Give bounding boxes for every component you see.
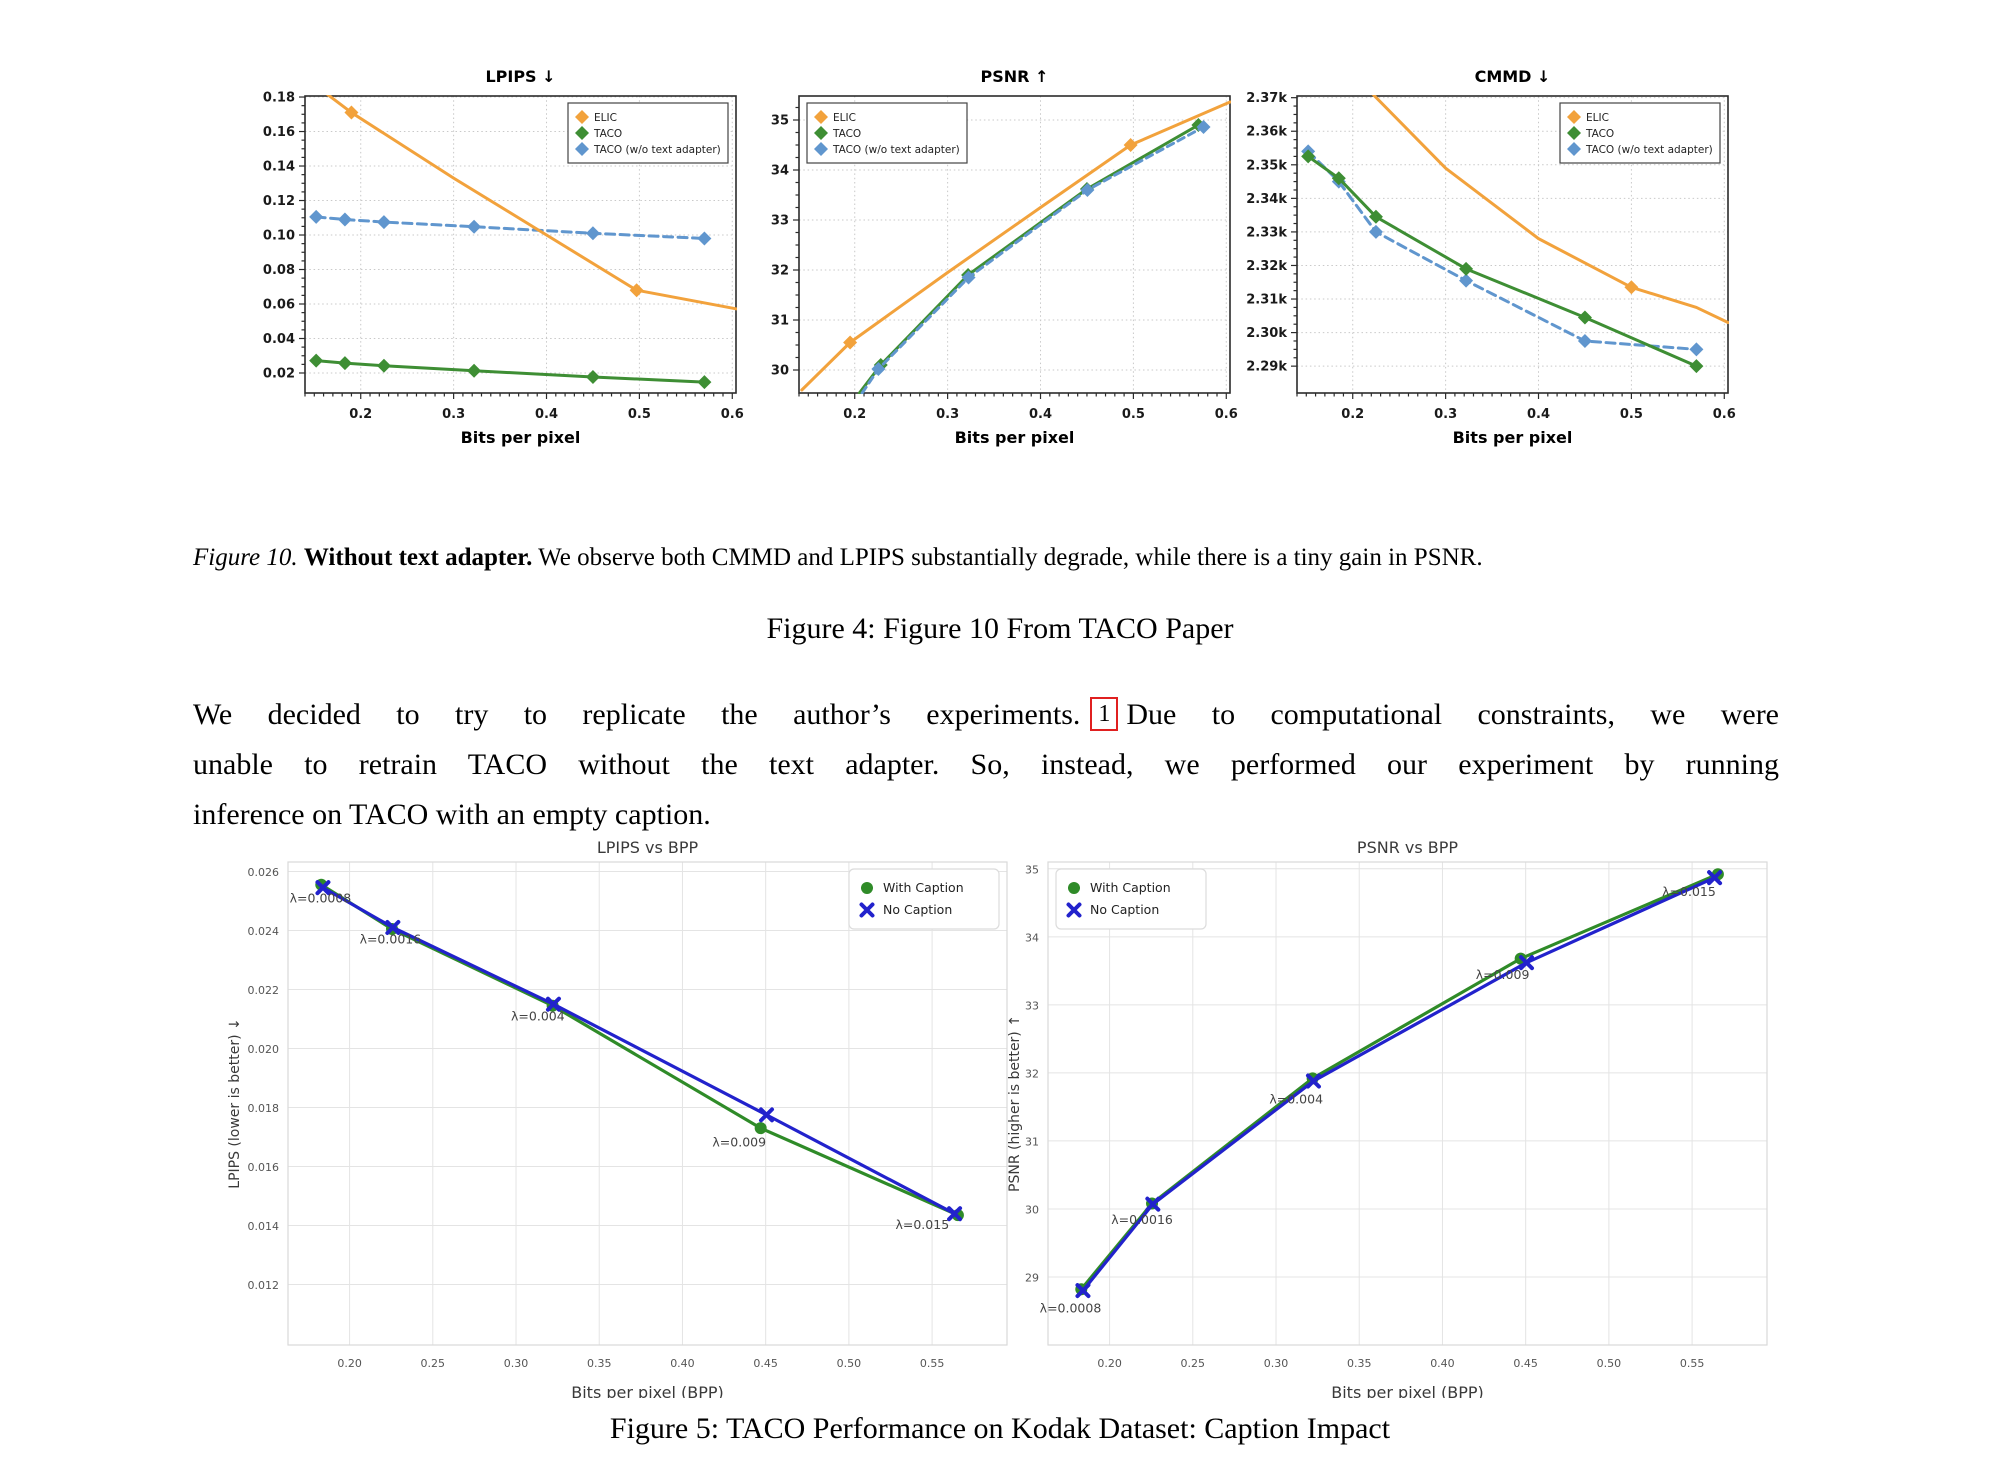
svg-text:29: 29 bbox=[1025, 1271, 1039, 1285]
marker-diamond bbox=[1578, 334, 1592, 348]
marker-diamond bbox=[467, 364, 481, 378]
legend bbox=[568, 103, 728, 163]
marker-circle bbox=[755, 1122, 767, 1134]
svg-text:2.36k: 2.36k bbox=[1246, 124, 1287, 140]
svg-text:0.2: 0.2 bbox=[843, 407, 867, 422]
svg-text:35: 35 bbox=[1025, 863, 1039, 877]
svg-text:TACO: TACO bbox=[1586, 128, 1615, 140]
series-taco bbox=[309, 354, 711, 390]
svg-text:ELIC: ELIC bbox=[594, 112, 617, 124]
psnr-top-xlabel: Bits per pixel bbox=[954, 428, 1075, 447]
psnr-bpp-chart bbox=[1005, 838, 1795, 1398]
legend bbox=[849, 869, 999, 929]
svg-text:0.40: 0.40 bbox=[1430, 1357, 1455, 1370]
lpips-bpp-chart bbox=[225, 838, 1025, 1398]
svg-text:2.37k: 2.37k bbox=[1246, 91, 1287, 107]
svg-text:31: 31 bbox=[770, 313, 789, 329]
cmmd-top-title: CMMD ↓ bbox=[1474, 67, 1551, 86]
svg-text:2.30k: 2.30k bbox=[1246, 326, 1287, 342]
svg-text:0.026: 0.026 bbox=[247, 865, 279, 879]
figure-4-caption: Figure 4: Figure 10 From TACO Paper bbox=[766, 612, 1234, 645]
marker-diamond bbox=[309, 210, 323, 224]
series-taco-w-o-text-adapter- bbox=[1301, 144, 1703, 356]
marker-diamond bbox=[377, 359, 391, 373]
svg-text:2.33k: 2.33k bbox=[1246, 225, 1287, 241]
svg-text:2.31k: 2.31k bbox=[1246, 292, 1287, 308]
svg-text:0.4: 0.4 bbox=[1526, 407, 1551, 422]
figure-10-caption-bold: Without text adapter. bbox=[303, 544, 533, 571]
svg-text:With Caption: With Caption bbox=[883, 880, 964, 895]
svg-text:0.018: 0.018 bbox=[247, 1101, 279, 1115]
svg-text:0.3: 0.3 bbox=[1434, 407, 1458, 422]
svg-text:With Caption: With Caption bbox=[1090, 880, 1171, 895]
svg-text:32: 32 bbox=[770, 263, 789, 279]
lpips-bpp-xlabel: Bits per pixel (BPP) bbox=[571, 1383, 724, 1398]
svg-text:0.18: 0.18 bbox=[262, 90, 295, 106]
lpips-bpp-chart-container bbox=[225, 838, 1025, 1402]
svg-text:32: 32 bbox=[1025, 1067, 1039, 1081]
psnr-top-chart bbox=[745, 56, 1255, 456]
svg-text:0.3: 0.3 bbox=[442, 407, 466, 422]
svg-text:30: 30 bbox=[770, 363, 789, 379]
svg-text:0.5: 0.5 bbox=[1619, 407, 1643, 422]
svg-text:33: 33 bbox=[1025, 999, 1039, 1013]
figure-10-label: Figure 10. bbox=[193, 544, 298, 571]
lpips-bpp-ylabel: LPIPS (lower is better) ↓ bbox=[227, 1018, 243, 1189]
body-paragraph bbox=[193, 690, 1779, 840]
svg-text:0.5: 0.5 bbox=[627, 407, 651, 422]
svg-text:0.45: 0.45 bbox=[1513, 1357, 1538, 1370]
lpips-top-xlabel: Bits per pixel bbox=[460, 428, 581, 447]
svg-text:ELIC: ELIC bbox=[833, 112, 856, 124]
psnr-bpp-chart-container bbox=[1005, 838, 1795, 1402]
svg-text:0.04: 0.04 bbox=[262, 332, 295, 347]
svg-text:0.16: 0.16 bbox=[262, 125, 295, 141]
svg-text:2.32k: 2.32k bbox=[1246, 258, 1287, 274]
marker-diamond bbox=[586, 226, 600, 240]
svg-text:33: 33 bbox=[770, 213, 789, 229]
psnr-bpp-title: PSNR vs BPP bbox=[1356, 838, 1459, 857]
marker-diamond bbox=[1624, 280, 1638, 294]
svg-text:0.02: 0.02 bbox=[262, 366, 295, 382]
psnr-bpp-xlabel: Bits per pixel (BPP) bbox=[1331, 1383, 1484, 1398]
svg-text:0.020: 0.020 bbox=[247, 1042, 279, 1056]
marker-diamond bbox=[338, 212, 352, 226]
svg-text:0.55: 0.55 bbox=[1679, 1357, 1705, 1370]
svg-text:2.29k: 2.29k bbox=[1246, 359, 1287, 375]
svg-text:0.2: 0.2 bbox=[349, 407, 373, 422]
marker-x bbox=[761, 1109, 772, 1120]
lpips-top-title: LPIPS ↓ bbox=[485, 67, 556, 86]
svg-text:0.012: 0.012 bbox=[247, 1279, 279, 1293]
footnote-link[interactable]: 1 bbox=[1090, 697, 1118, 731]
svg-text:0.6: 0.6 bbox=[720, 407, 744, 422]
figure-5-caption: Figure 5: TACO Performance on Kodak Dataset: Caption Impact bbox=[609, 1412, 1391, 1445]
legend bbox=[1560, 103, 1720, 163]
svg-text:0.30: 0.30 bbox=[503, 1357, 529, 1370]
series-taco-w-o-text-adapter- bbox=[309, 210, 711, 246]
svg-text:TACO (w/o text adapter): TACO (w/o text adapter) bbox=[594, 144, 721, 156]
marker-diamond bbox=[1578, 310, 1592, 324]
svg-text:0.5: 0.5 bbox=[1121, 407, 1145, 422]
svg-text:0.35: 0.35 bbox=[586, 1357, 612, 1370]
svg-text:0.024: 0.024 bbox=[247, 924, 279, 938]
svg-text:34: 34 bbox=[770, 163, 789, 179]
annotation: λ=0.0008 bbox=[1039, 1300, 1102, 1316]
svg-text:TACO (w/o text adapter): TACO (w/o text adapter) bbox=[833, 144, 960, 156]
marker-diamond bbox=[1689, 359, 1703, 373]
annotation: λ=0.009 bbox=[1475, 967, 1530, 983]
legend bbox=[1056, 869, 1206, 929]
marker-circle bbox=[861, 882, 873, 894]
marker-diamond bbox=[697, 231, 711, 245]
svg-text:0.20: 0.20 bbox=[337, 1357, 362, 1370]
lpips-chart-container bbox=[240, 56, 760, 460]
psnr-top-title: PSNR ↑ bbox=[980, 67, 1049, 86]
marker-circle bbox=[1068, 882, 1080, 894]
psnr-chart-container bbox=[745, 56, 1255, 460]
svg-text:0.50: 0.50 bbox=[1596, 1357, 1622, 1370]
marker-diamond bbox=[630, 283, 644, 297]
annotation: λ=0.0016 bbox=[1111, 1211, 1173, 1227]
svg-text:0.55: 0.55 bbox=[919, 1357, 945, 1370]
svg-text:0.35: 0.35 bbox=[1346, 1357, 1372, 1370]
svg-text:34: 34 bbox=[1025, 931, 1039, 945]
marker-diamond bbox=[586, 370, 600, 384]
annotation: λ=0.0016 bbox=[359, 931, 422, 947]
svg-text:0.10: 0.10 bbox=[262, 228, 295, 244]
svg-text:0.2: 0.2 bbox=[1341, 407, 1365, 422]
svg-text:0.6: 0.6 bbox=[1214, 407, 1238, 422]
svg-text:35: 35 bbox=[770, 113, 789, 129]
annotation: λ=0.004 bbox=[1269, 1091, 1324, 1107]
series-group bbox=[1075, 868, 1724, 1296]
svg-text:0.20: 0.20 bbox=[1097, 1357, 1122, 1370]
svg-text:0.30: 0.30 bbox=[1263, 1357, 1289, 1370]
lpips-top-chart bbox=[240, 56, 760, 456]
svg-text:0.06: 0.06 bbox=[262, 297, 295, 313]
figure-10-caption bbox=[193, 541, 1753, 575]
marker-diamond bbox=[338, 356, 352, 370]
svg-text:0.08: 0.08 bbox=[262, 263, 295, 279]
cmmd-top-chart bbox=[1240, 56, 1760, 456]
svg-text:2.34k: 2.34k bbox=[1246, 191, 1287, 207]
annotation: λ=0.009 bbox=[712, 1134, 767, 1150]
svg-text:TACO: TACO bbox=[594, 128, 623, 140]
annotation: λ=0.004 bbox=[511, 1008, 565, 1024]
tick-labels bbox=[1025, 863, 1704, 1370]
annotation: λ=0.015 bbox=[895, 1217, 950, 1233]
svg-text:0.25: 0.25 bbox=[420, 1357, 446, 1370]
marker-diamond bbox=[1689, 342, 1703, 356]
psnr-bpp-ylabel: PSNR (higher is better) ↑ bbox=[1007, 1015, 1023, 1192]
svg-text:0.40: 0.40 bbox=[670, 1357, 695, 1370]
series-with-caption bbox=[1075, 868, 1724, 1295]
lpips-bpp-title: LPIPS vs BPP bbox=[596, 838, 699, 857]
svg-text:0.6: 0.6 bbox=[1712, 407, 1736, 422]
svg-text:0.022: 0.022 bbox=[247, 983, 279, 997]
svg-text:ELIC: ELIC bbox=[1586, 112, 1609, 124]
marker-diamond bbox=[1459, 262, 1473, 276]
series-no-caption bbox=[1077, 872, 1720, 1296]
svg-text:TACO: TACO bbox=[833, 128, 862, 140]
svg-text:0.50: 0.50 bbox=[836, 1357, 862, 1370]
annotation: λ=0.015 bbox=[1662, 884, 1716, 900]
legend bbox=[807, 103, 967, 163]
svg-text:0.014: 0.014 bbox=[247, 1220, 279, 1233]
svg-text:0.4: 0.4 bbox=[534, 407, 559, 422]
cmmd-top-xlabel: Bits per pixel bbox=[1452, 428, 1573, 447]
plot-frame bbox=[1048, 862, 1767, 1345]
cmmd-chart-container bbox=[1240, 56, 1760, 460]
svg-text:31: 31 bbox=[1025, 1135, 1039, 1149]
marker-diamond bbox=[467, 220, 481, 234]
paragraph-line-1-after: Due to computational constraints, we were bbox=[1126, 698, 1779, 731]
marker-diamond bbox=[697, 375, 711, 389]
paragraph-line-1-before: We decided to try to replicate the author’s experiments. bbox=[193, 698, 1081, 731]
paragraph-line-3: inference on TACO with an empty caption. bbox=[193, 798, 711, 831]
series-taco bbox=[1301, 149, 1703, 373]
annotation: λ=0.0008 bbox=[289, 890, 352, 906]
svg-text:0.14: 0.14 bbox=[262, 159, 295, 175]
svg-text:0.12: 0.12 bbox=[262, 194, 295, 210]
svg-text:0.45: 0.45 bbox=[753, 1357, 778, 1370]
marker-diamond bbox=[377, 215, 391, 229]
marker-diamond bbox=[309, 354, 323, 368]
tick-labels bbox=[248, 866, 945, 1370]
paragraph-line-1 bbox=[193, 690, 1779, 740]
figure-10-caption-text: We observe both CMMD and LPIPS substantially degrade, while there is a tiny gain in PSNR. bbox=[538, 544, 1483, 571]
svg-text:2.35k: 2.35k bbox=[1246, 158, 1287, 174]
svg-text:No Caption: No Caption bbox=[1090, 902, 1160, 917]
gridlines bbox=[1048, 862, 1767, 1345]
svg-text:0.016: 0.016 bbox=[247, 1160, 279, 1174]
svg-text:TACO (w/o text adapter): TACO (w/o text adapter) bbox=[1586, 144, 1713, 156]
svg-text:0.3: 0.3 bbox=[936, 407, 960, 422]
svg-text:0.25: 0.25 bbox=[1180, 1357, 1206, 1370]
svg-text:30: 30 bbox=[1025, 1203, 1039, 1217]
svg-text:0.4: 0.4 bbox=[1028, 407, 1053, 422]
paragraph-line-2: unable to retrain TACO without the text adapter. So, instead, we performed our experiment by running bbox=[193, 748, 1779, 781]
svg-text:No Caption: No Caption bbox=[883, 902, 953, 917]
marker-diamond bbox=[1369, 225, 1383, 239]
